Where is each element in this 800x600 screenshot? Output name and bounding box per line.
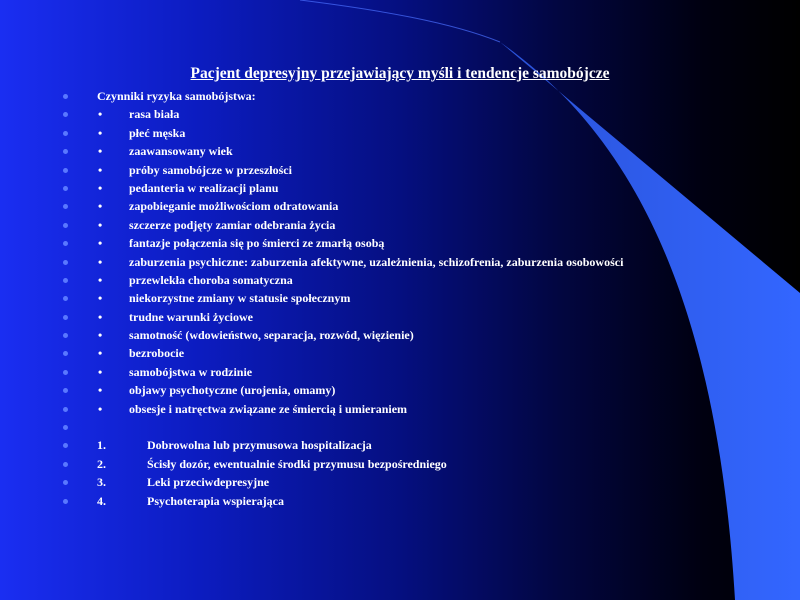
bullet-dot-icon	[63, 443, 68, 448]
risk-factor-text: zaburzenia psychiczne: zaburzenia afektywne, uzależnienia, schizofrenia, zaburzenia osobowości	[129, 254, 624, 269]
bullet-dot-icon	[63, 112, 68, 117]
list-item	[0, 87, 800, 105]
bullet-mark: •	[98, 346, 103, 361]
list-item	[0, 142, 800, 160]
bullet-mark: •	[98, 144, 103, 159]
bullet-dot-icon	[63, 94, 68, 99]
risk-factor-text: płeć męska	[129, 125, 186, 140]
bullet-mark: •	[98, 199, 103, 214]
bullet-mark: •	[98, 364, 103, 379]
bullet-mark: •	[98, 254, 103, 269]
bullet-dot-icon	[63, 425, 68, 430]
risk-factor-text: samobójstwa w rodzinie	[129, 364, 253, 379]
action-text: Leki przeciwdepresyjne	[147, 475, 270, 490]
action-number: 1.	[97, 438, 106, 453]
action-number: 3.	[97, 475, 106, 490]
list-item	[0, 161, 800, 179]
bullet-dot-icon	[63, 315, 68, 320]
bullet-dot-icon	[63, 407, 68, 412]
bullet-mark: •	[98, 107, 103, 122]
risk-factor-text: samotność (wdowieństwo, separacja, rozwód, więzienie)	[129, 328, 414, 343]
list-item	[0, 216, 800, 234]
bullet-mark: •	[98, 328, 103, 343]
bullet-mark: •	[98, 272, 103, 287]
bullet-dot-icon	[63, 333, 68, 338]
bullet-dot-icon	[63, 260, 68, 265]
bullet-dot-icon	[63, 278, 68, 283]
list-item	[0, 308, 800, 326]
list-item	[0, 234, 800, 252]
risk-factor-text: próby samobójcze w przeszłości	[129, 162, 292, 177]
risk-factor-text: objawy psychotyczne (urojenia, omamy)	[129, 383, 336, 398]
list-item	[0, 344, 800, 362]
bullet-dot-icon	[63, 223, 68, 228]
action-text: Ścisły dozór, ewentualnie środki przymusu bezpośredniego	[147, 456, 447, 471]
risk-factor-text: pedanteria w realizacji planu	[129, 180, 279, 195]
bullet-dot-icon	[63, 351, 68, 356]
risk-factor-text: przewlekła choroba somatyczna	[129, 272, 293, 287]
list-item	[0, 492, 800, 510]
bullet-list	[0, 87, 800, 510]
bullet-dot-icon	[63, 296, 68, 301]
bullet-mark: •	[98, 180, 103, 195]
list-item	[0, 253, 800, 271]
bullet-mark: •	[98, 236, 103, 251]
bullet-dot-icon	[63, 149, 68, 154]
bullet-dot-icon	[63, 168, 68, 173]
list-item	[0, 436, 800, 454]
risk-factor-text: fantazje połączenia się po śmierci ze zmarłą osobą	[129, 236, 385, 251]
list-item	[0, 197, 800, 215]
list-item	[0, 105, 800, 123]
risk-factor-text: niekorzystne zmiany w statusie społecznym	[129, 291, 351, 306]
action-number: 4.	[97, 493, 106, 508]
list-item	[0, 455, 800, 473]
risk-factor-text: zaawansowany wiek	[129, 144, 233, 159]
bullet-mark: •	[98, 383, 103, 398]
bullet-mark: •	[98, 309, 103, 324]
list-item	[0, 179, 800, 197]
bullet-mark: •	[98, 401, 103, 416]
risk-factor-text: trudne warunki życiowe	[129, 309, 253, 324]
action-number: 2.	[97, 456, 106, 471]
risk-factor-text: zapobieganie możliwościom odratowania	[129, 199, 339, 214]
list-item	[0, 326, 800, 344]
list-item	[0, 381, 800, 399]
list-item	[0, 363, 800, 381]
risk-factor-text: obsesje i natręctwa związane ze śmiercią i umieraniem	[129, 401, 408, 416]
swoosh-line	[300, 0, 500, 42]
risk-factor-text: szczerze podjęty zamiar odebrania życia	[129, 217, 336, 232]
bullet-dot-icon	[63, 462, 68, 467]
bullet-dot-icon	[63, 480, 68, 485]
risk-factor-text: rasa biała	[129, 107, 180, 122]
bullet-mark: •	[98, 291, 103, 306]
list-item	[0, 289, 800, 307]
list-item-empty	[0, 418, 800, 436]
bullet-dot-icon	[63, 499, 68, 504]
action-text: Psychoterapia wspierająca	[147, 493, 284, 508]
list-item	[0, 124, 800, 142]
risk-heading: Czynniki ryzyka samobójstwa:	[97, 89, 256, 103]
risk-factor-text: bezrobocie	[129, 346, 185, 361]
bullet-dot-icon	[63, 204, 68, 209]
bullet-dot-icon	[63, 186, 68, 191]
bullet-dot-icon	[63, 241, 68, 246]
list-item	[0, 473, 800, 491]
bullet-dot-icon	[63, 370, 68, 375]
bullet-dot-icon	[63, 388, 68, 393]
slide-title: Pacjent depresyjny przejawiający myśli i tendencje samobójcze	[190, 65, 610, 82]
bullet-dot-icon	[63, 131, 68, 136]
action-text: Dobrowolna lub przymusowa hospitalizacja	[147, 438, 372, 453]
list-item	[0, 400, 800, 418]
bullet-mark: •	[98, 125, 103, 140]
bullet-mark: •	[98, 217, 103, 232]
bullet-mark: •	[98, 162, 103, 177]
list-item	[0, 271, 800, 289]
